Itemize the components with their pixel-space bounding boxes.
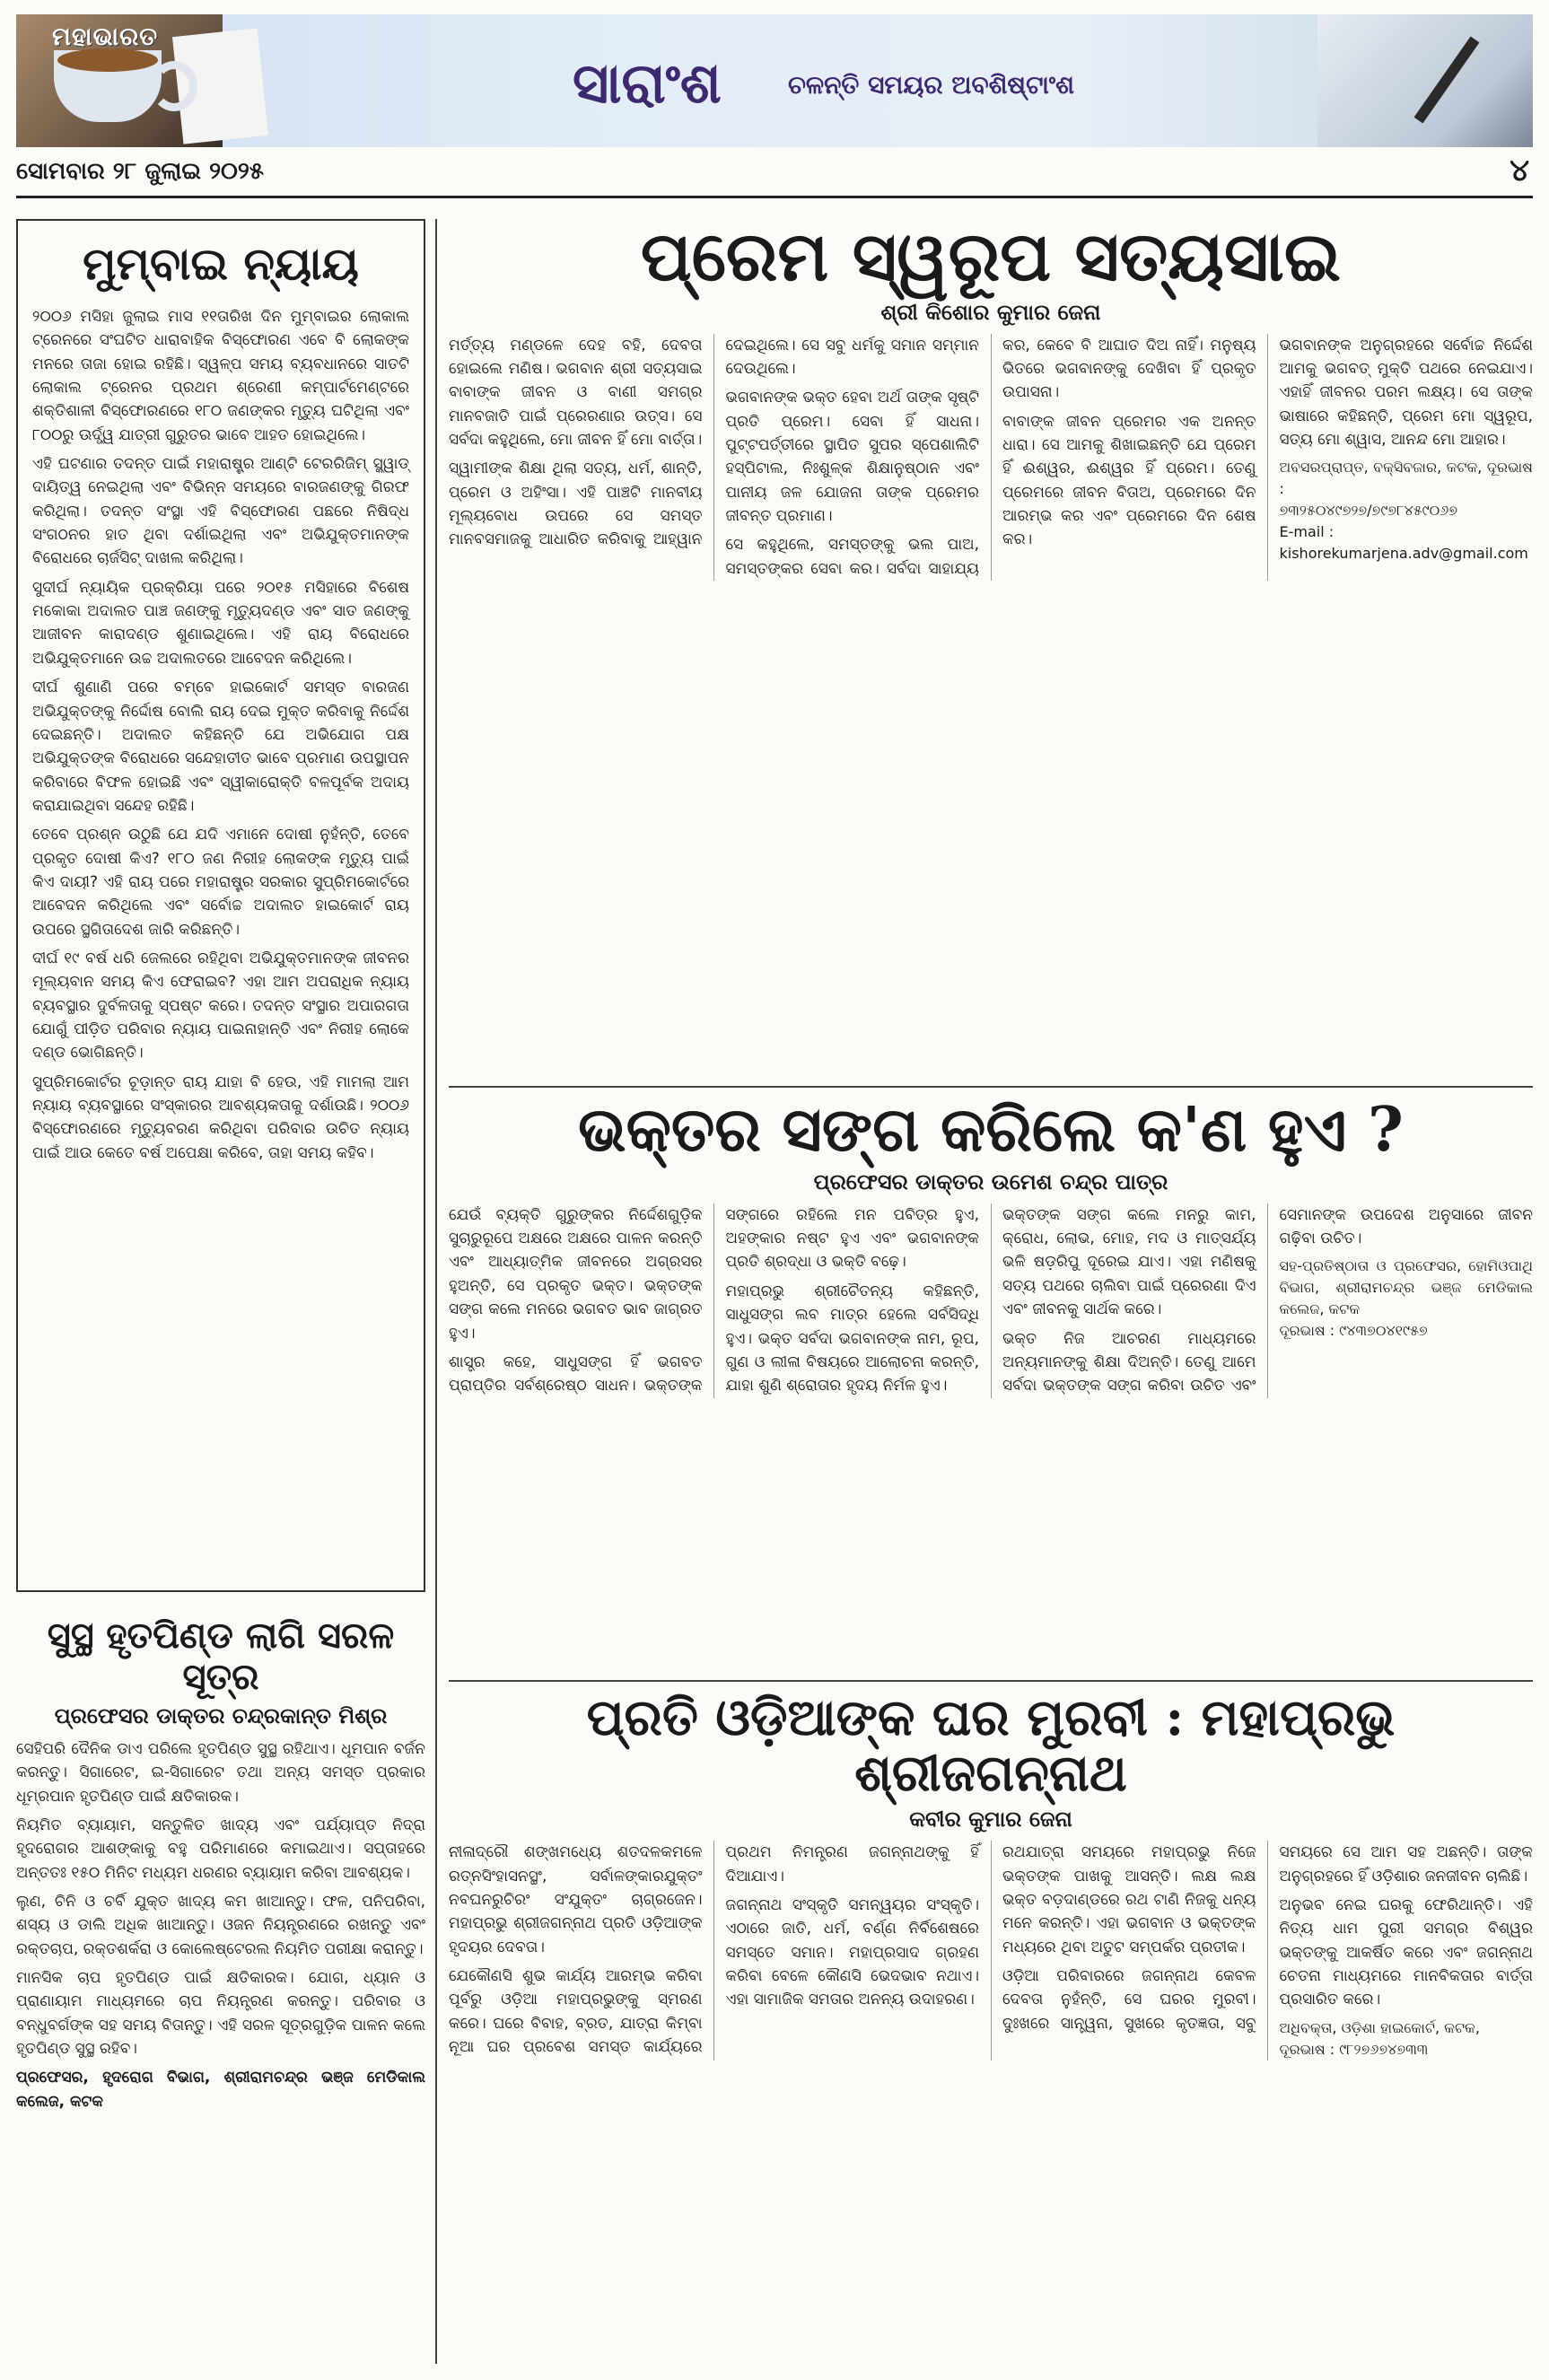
article-body [449, 334, 1533, 581]
editorial-title: ମୁମ୍ବାଇ ନ୍ୟାୟ [83, 237, 359, 290]
bhakta-article [449, 1097, 1533, 1671]
paragraph: ଯେଉଁ ବ୍ୟକ୍ତି ଗୁରୁଙ୍କର ନିର୍ଦ୍ଦେଶଗୁଡ଼ିକ ସୁଚାରୁରୂପେ ଅକ୍ଷରେ ଅକ୍ଷରେ ପାଳନ କରନ୍ତି ଏବଂ ଆଧ୍ୟାତ୍ମିକ ଜୀବନରେ ଅଗ୍ରସର ହୁଅନ୍ତି, ସେ ପ୍ରକୃତ ଭକ୍ତ। ଭକ୍ତଙ୍କ ସଙ୍ଗ କଲେ ମନରେ ଭଗବତ ଭାବ ଜାଗ୍ରତ ହୁଏ। [449, 1205, 703, 1343]
editorial-body [32, 305, 409, 1165]
paragraph: ଲୁଣ, ଚିନି ଓ ଚର୍ବି ଯୁକ୍ତ ଖାଦ୍ୟ କମ ଖାଆନ୍ତୁ। ଫଳ, ପନିପରିବା, ଶସ୍ୟ ଓ ଡାଲି ଅଧିକ ଖାଆନ୍ତୁ। ଓଜନ ନିୟନ୍ତ୍ରଣରେ ରଖନ୍ତୁ ଏବଂ ରକ୍ତଚାପ, ରକ୍ତଶର୍କରା ଓ କୋଲେଷ୍ଟେରଲ ନିୟମିତ ପରୀକ୍ଷା କରାନ୍ତୁ। [16, 1893, 425, 1958]
article-author: ପ୍ରଫେସର ଡାକ୍ତର ଉମେଶ ଚନ୍ଦ୍ର ପାତ୍ର [813, 1168, 1168, 1194]
address-line: ସହ-ପ୍ରତିଷ୍ଠାତା ଓ ପ୍ରଫେସର, ହୋମିଓପାଥି ବିଭାଗ, ଶ୍ରୀରାମଚନ୍ଦ୍ର ଭଞ୍ଜ ମେଡିକାଲ କଲେଜ, କଟକ [1279, 1257, 1533, 1318]
article-body [449, 1203, 1533, 1398]
article-body [16, 1737, 425, 2113]
phone-number: ୭୩୨୫୦୪୯୭୨୭/୭୯୭୮୪୫୯୦୬୭ [1279, 502, 1458, 520]
author-footer: ପ୍ରଫେସର, ହୃଦରୋଗ ବିଭାଗ, ଶ୍ରୀରାମଚନ୍ଦ୍ର ଭଞ୍ଜ ମେଡିକାଲ କଲେଜ, କଟକ [16, 2069, 425, 2111]
page-number: ୪ [1510, 153, 1529, 188]
address-line: ଅଧିବକ୍ତା, ଓଡ଼ିଶା ହାଇକୋର୍ଟ, କଟକ, [1279, 2018, 1480, 2036]
author-address [1280, 457, 1534, 564]
sai-article [449, 219, 1533, 1081]
paragraph: ସୁପ୍ରିମକୋର୍ଟର ଚୂଡ଼ାନ୍ତ ରାୟ ଯାହା ବି ହେଉ, ଏହି ମାମଲା ଆମ ନ୍ୟାୟ ବ୍ୟବସ୍ଥାରେ ସଂସ୍କାରର ଆବଶ୍ୟକତାକୁ ଦର୍ଶାଉଛି। ୨୦୦୬ ବିସ୍ଫୋରଣରେ ମୃତ୍ୟୁବରଣ କରିଥିବା ପରିବାର ଉଚିତ ନ୍ୟାୟ ପାଇଁ ଆଉ କେତେ ବର୍ଷ ଅପେକ୍ଷା କରିବେ, ତାହା ସମୟ କହିବ। [32, 1072, 409, 1162]
pen-icon [1414, 37, 1480, 124]
address-line: ଅବସରପ୍ରାପ୍ତ, ବକ୍ସିବଜାର, କଟକ, ଦୂରଭାଷ : [1279, 459, 1533, 498]
paragraph: ଦୀର୍ଘ ଶୁଣାଣି ପରେ ବମ୍ବେ ହାଇକୋର୍ଟ ସମସ୍ତ ବାରଜଣ ଅଭିଯୁକ୍ତଙ୍କୁ ନିର୍ଦ୍ଦୋଷ ବୋଲି ରାୟ ଦେଇ ମୁକ୍ତ କରିବାକୁ ନିର୍ଦ୍ଦେଶ ଦେଇଛନ୍ତି। ଅଦାଲତ କହିଛନ୍ତି ଯେ ଅଭିଯୋଗ ପକ୍ଷ ଅଭିଯୁକ୍ତଙ୍କ ବିରୋଧରେ ସନ୍ଦେହାତୀତ ଭାବେ ପ୍ରମାଣ ଉପସ୍ଥାପନ କରିବାରେ ବିଫଳ ହୋଇଛି ଏବଂ ସ୍ୱୀକାରୋକ୍ତି ବଳପୂର୍ବକ ଅଦାୟ କରାଯାଇଥିବା ସନ୍ଦେହ ରହିଛି। [32, 678, 409, 815]
paragraph: ବାବାଙ୍କ ଜୀବନ ପ୍ରେମର ଏକ ଅନନ୍ତ ଧାରା। ସେ ଆମକୁ ଶିଖାଇଛନ୍ତି ଯେ ପ୍ରେମ ହିଁ ଈଶ୍ୱର, ଈଶ୍ୱର ହିଁ ପ୍ରେମ। ତେଣୁ ପ୍ରେମରେ ଜୀବନ ବିତାଅ, ପ୍ରେମରେ ଦିନ ଆରମ୍ଭ କର ଏବଂ ପ୍ରେମରେ ଦିନ ଶେଷ କର। [1002, 412, 1256, 549]
phone-number: ଦୂରଭାଷ : ୯୮୨୭୬୭୪୭୩୩ [1279, 2040, 1429, 2058]
phone-number: ଦୂରଭାଷ : ୯୪୩୭୦୪୧୯୫୭ [1279, 1322, 1428, 1340]
masthead-banner [16, 14, 1533, 147]
author-address [1280, 2017, 1534, 2061]
paragraph: ଭକ୍ତ ନିଜ ଆଚରଣ ମାଧ୍ୟମରେ ଅନ୍ୟମାନଙ୍କୁ ଶିକ୍ଷା ଦିଅନ୍ତି। ତେଣୁ ଆମେ ସର୍ବଦା ଭକ୍ତଙ୍କ ସଙ୍ଗ କରିବା ଉଚିତ ଏବଂ ସେମାନଙ୍କ ଉପଦେଶ ଅନୁସାରେ ଜୀବନ ଗଢ଼ିବା ଉଚିତ। [1002, 1205, 1533, 1396]
paragraph: ତେବେ ପ୍ରଶ୍ନ ଉଠୁଛି ଯେ ଯଦି ଏମାନେ ଦୋଷୀ ନୁହଁନ୍ତି, ତେବେ ପ୍ରକୃତ ଦୋଷୀ କିଏ? ୧୮୦ ଜଣ ନିରୀହ ଲୋକଙ୍କ ମୃତ୍ୟୁ ପାଇଁ କିଏ ଦାୟୀ? ଏହି ରାୟ ପରେ ମହାରାଷ୍ଟ୍ର ସରକାର ସୁପ୍ରିମକୋର୍ଟରେ ଆବେଦନ କରିଥିଲେ ଏବଂ ସର୍ବୋଚ୍ଚ ଅଦାଲତ ହାଇକୋର୍ଟ ରାୟ ଉପରେ ସ୍ଥଗିତାଦେଶ ଜାରି କରିଛନ୍ତି। [32, 826, 409, 939]
paragraph: ସ୍ୱାମୀଙ୍କ ଶିକ୍ଷା ଥିଲା ସତ୍ୟ, ଧର୍ମ, ଶାନ୍ତି, ପ୍ରେମ ଓ ଅହିଂସା। ଏହି ପାଞ୍ଚଟି ମାନବୀୟ ମୂଲ୍ୟବୋଧ ଉପରେ ସେ ସମସ୍ତ ମାନବସମାଜକୁ ଆଧାରିତ କରିବାକୁ ଆହ୍ୱାନ ଦେଇଥିଲେ। ସେ ସବୁ ଧର୍ମକୁ ସମାନ ସମ୍ମାନ ଦେଉଥିଲେ। [449, 336, 979, 549]
email-address[interactable]: kishorekumarjena.adv@gmail.com [1279, 545, 1528, 563]
paragraph: ଦୀର୍ଘ ୧୯ ବର୍ଷ ଧରି ଜେଲରେ ରହିଥିବା ଅଭିଯୁକ୍ତମାନଙ୍କ ଜୀବନର ମୂଲ୍ୟବାନ ସମୟ କିଏ ଫେରାଇବ? ଏହା ଆମ ଅପରାଧିକ ନ୍ୟାୟ ବ୍ୟବସ୍ଥାର ଦୁର୍ବଳତାକୁ ସ୍ପଷ୍ଟ କରେ। ତଦନ୍ତ ସଂସ୍ଥାର ଅପାରଗତା ଯୋଗୁଁ ପୀଡ଼ିତ ପରିବାର ନ୍ୟାୟ ପାଇନାହାନ୍ତି ଏବଂ ନିରୀହ ଲୋକେ ଦଣ୍ଡ ଭୋଗିଛନ୍ତି। [32, 949, 409, 1063]
article-divider [449, 1680, 1533, 1682]
paragraph: ଭଗବାନଙ୍କ ଭକ୍ତ ହେବା ଅର୍ଥ ତାଙ୍କ ସୃଷ୍ଟି ପ୍ରତି ପ୍ରେମ। ସେବା ହିଁ ସାଧନା। ପୁଟ୍ଟପର୍ତ୍ତୀରେ ସ୍ଥାପିତ ସୁପର ସ୍ପେଶାଲିଟି ହସ୍ପିଟାଲ, ନିଃଶୁଳ୍କ ଶିକ୍ଷାନୁଷ୍ଠାନ ଏବଂ ପାନୀୟ ଜଳ ଯୋଜନା ତାଙ୍କ ପ୍ରେମର ଜୀବନ୍ତ ପ୍ରମାଣ। [725, 389, 979, 525]
writing-hand-photo [1317, 14, 1533, 147]
article-title: ସୁସ୍ଥ ହୃତପିଣ୍ଡ ଲାଗି ସରଳ ସୂତ୍ର [47, 1615, 395, 1698]
paragraph: ଭଗବାନଙ୍କ ଅନୁଗ୍ରହରେ ସର୍ବୋଚ୍ଚ ନିର୍ଦ୍ଦେଶ ଆମକୁ ଭଗବତ୍ ମୁକ୍ତି ପଥରେ ନେଇଯାଏ। ଏହାହିଁ ଜୀବନର ପରମ ଲକ୍ଷ୍ୟ। ସେ ତାଙ୍କ ଭାଷାରେ କହିଛନ୍ତି, ପ୍ରେମ ମୋ ସ୍ୱରୂପ, ସତ୍ୟ ମୋ ଶ୍ୱାସ, ଆନନ୍ଦ ମୋ ଆହାର। [1279, 336, 1533, 449]
column-divider [435, 219, 437, 2364]
paragraph: ଏହି ଘଟଣାର ତଦନ୍ତ ପାଇଁ ମହାରାଷ୍ଟ୍ର ଆଣ୍ଟି ଟେରରିଜିମ୍ ସ୍କ୍ୱାଡ୍ ଦାୟିତ୍ୱ ନେଇଥିଲା ଏବଂ ବିଭିନ୍ନ ସମୟରେ ବାରଜଣଙ୍କୁ ଗିରଫ କରିଥିଲା। ତଦନ୍ତ ସଂସ୍ଥା ଏହି ବିସ୍ଫୋରଣ ପଛରେ ନିଷିଦ୍ଧ ସଂଗଠନର ହାତ ଥିବା ଦର୍ଶାଇଥିଲା ଏବଂ ଅଭିଯୁକ୍ତମାନଙ୍କ ବିରୋଧରେ ଚାର୍ଜସିଟ୍ ଦାଖଲ କରିଥିଲା। [32, 455, 409, 568]
section-tagline: ଚଳନ୍ତି ସମୟର ଅବଶିଷ୍ଟାଂଶ [788, 70, 1074, 100]
paragraph: ସେ କହୁଥିଲେ, ସମସ୍ତଙ୍କୁ ଭଲ ପାଅ, ସମସ୍ତଙ୍କର ସେବା କର। ସର୍ବଦା ସାହାଯ୍ୟ କର, କେବେ ବି ଆଘାତ ଦିଅ ନାହିଁ। ମନୁଷ୍ୟ ଭିତରେ ଭଗବାନଙ୍କୁ ଦେଖିବା ହିଁ ପ୍ରକୃତ ଉପାସନା। [725, 336, 1256, 578]
section-title: ସାରାଂଶ [573, 50, 722, 116]
article-title: ଭକ୍ତର ସଙ୍ଗ କରିଲେ କ'ଣ ହୁଏ ? [578, 1097, 1404, 1166]
header-rule [16, 196, 1533, 198]
paragraph: ଯେକୌଣସି ଶୁଭ କାର୍ଯ୍ୟ ଆରମ୍ଭ କରିବା ପୂର୍ବରୁ ଓଡ଼ିଆ ମହାପ୍ରଭୁଙ୍କୁ ସ୍ମରଣ କରେ। ଘରେ ବିବାହ, ବ୍ରତ, ଯାତ୍ରା କିମ୍ବା ନୂଆ ଘର ପ୍ରବେଶ ସମସ୍ତ କାର୍ଯ୍ୟରେ ପ୍ରଥମ ନିମନ୍ତ୍ରଣ ଜଗନ୍ନାଥଙ୍କୁ ହିଁ ଦିଆଯାଏ। [449, 1843, 979, 2056]
article-author: ଶ୍ରୀ କିଶୋର କୁମାର ଜେନା [880, 299, 1101, 325]
heart-article [16, 1615, 425, 2364]
cup-handle-graphic [151, 61, 197, 111]
paragraph: ମହାପ୍ରଭୁ ଶ୍ରୀଚୈତନ୍ୟ କହିଛନ୍ତି, ସାଧୁସଙ୍ଗ ଲବ ମାତ୍ର ହେଲେ ସର୍ବସିଦ୍ଧି ହୁଏ। ଭକ୍ତ ସର୍ବଦା ଭଗବାନଙ୍କ ନାମ, ରୂପ, ଗୁଣ ଓ ଲୀଳା ବିଷୟରେ ଆଲୋଚନା କରନ୍ତି, ଯାହା ଶୁଣି ଶ୍ରୋତାର ହୃଦୟ ନିର୍ମଳ ହୁଏ। [725, 1282, 979, 1396]
paragraph: ନୀଳାଦ୍ରୌ ଶଙ୍ଖମଧ୍ୟେ ଶତଦଳକମଳେ ରତ୍ନସିଂହାସନସ୍ଥଂ, ସର୍ବାଳଙ୍କାରଯୁକ୍ତଂ ନବଘନରୁଚିରଂ ସଂଯୁକ୍ତଂ ଚାଗ୍ରଜେନ। ମହାପ୍ରଭୁ ଶ୍ରୀଜଗନ୍ନାଥ ପ୍ରତି ଓଡ଼ିଆଙ୍କ ହୃଦୟର ଦେବତା। [449, 1843, 703, 1956]
paragraph: ରଥଯାତ୍ରା ସମୟରେ ମହାପ୍ରଭୁ ନିଜେ ଭକ୍ତଙ୍କ ପାଖକୁ ଆସନ୍ତି। ଲକ୍ଷ ଲକ୍ଷ ଭକ୍ତ ବଡ଼ଦାଣ୍ଡରେ ରଥ ଟାଣି ନିଜକୁ ଧନ୍ୟ ମନେ କରନ୍ତି। ଏହା ଭଗବାନ ଓ ଭକ୍ତଙ୍କ ମଧ୍ୟରେ ଥିବା ଅତୁଟ ସମ୍ପର୍କର ପ୍ରତୀକ। [1002, 1843, 1256, 1956]
paragraph: ଜଗନ୍ନାଥ ସଂସ୍କୃତି ସମନ୍ୱୟର ସଂସ୍କୃତି। ଏଠାରେ ଜାତି, ଧର୍ମ, ବର୍ଣ୍ଣ ନିର୍ବିଶେଷରେ ସମସ୍ତେ ସମାନ। ମହାପ୍ରସାଦ ଗ୍ରହଣ କରିବା ବେଳେ କୌଣସି ଭେଦଭାବ ନଥାଏ। ଏହା ସାମାଜିକ ସମତାର ଅନନ୍ୟ ଉଦାହରଣ। [725, 1895, 979, 2009]
paragraph: ଓଡ଼ିଆ ପରିବାରରେ ଜଗନ୍ନାଥ କେବଳ ଦେବତା ନୁହଁନ୍ତି, ସେ ଘରର ମୁରବୀ। ଦୁଃଖରେ ସାନ୍ତ୍ୱନା, ସୁଖରେ କୃତଜ୍ଞତା, ସବୁ ସମୟରେ ସେ ଆମ ସହ ଅଛନ୍ତି। ତାଙ୍କ ଅନୁଗ୍ରହରେ ହିଁ ଓଡ଼ିଶାର ଜନଜୀବନ ଚାଲିଛି। [1002, 1843, 1533, 2033]
article-author: କବୀର କୁମାର ଜେନା [909, 1807, 1072, 1833]
article-body [449, 1841, 1533, 2060]
author-address [1280, 1256, 1534, 1342]
paragraph: ମର୍ତ୍ତ୍ୟ ମଣ୍ଡଳେ ଦେହ ବହି, ଦେବତା ହୋଇଲେ ମଣିଷ। ଭଗବାନ ଶ୍ରୀ ସତ୍ୟସାଇ ବାବାଙ୍କ ଜୀବନ ଓ ବାଣୀ ସମଗ୍ର ମାନବଜାତି ପାଇଁ ପ୍ରେରଣାର ଉତ୍ସ। ସେ ସର୍ବଦା କହୁଥିଲେ, ମୋ ଜୀବନ ହିଁ ମୋ ବାର୍ତ୍ତା। [449, 336, 703, 449]
article-title: ପ୍ରେମ ସ୍ୱରୂପ ସତ୍ୟସାଇ [640, 219, 1342, 296]
newspaper-brand: ମହାଭାରତ [52, 22, 159, 51]
article-title: ପ୍ରତି ଓଡ଼ିଆଙ୍କ ଘର ମୁରବୀ : ମହାପ୍ରଭୁ ଶ୍ରୀଜଗନ୍ନାଥ [586, 1691, 1396, 1803]
paragraph: ଭକ୍ତଙ୍କ ସଙ୍ଗ କଲେ ମନରୁ କାମ, କ୍ରୋଧ, ଲୋଭ, ମୋହ, ମଦ ଓ ମାତ୍ସର୍ଯ୍ୟ ଭଳି ଷଡ଼ରିପୁ ଦୂରେଇ ଯାଏ। ଏହା ମଣିଷକୁ ସତ୍ୟ ପଥରେ ଚାଲିବା ପାଇଁ ପ୍ରେରଣା ଦିଏ ଏବଂ ଜୀବନକୁ ସାର୍ଥକ କରେ। [1002, 1205, 1256, 1319]
paragraph: ଶାସ୍ତ୍ର କହେ, ସାଧୁସଙ୍ଗ ହିଁ ଭଗବତ ପ୍ରାପ୍ତିର ସର୍ବଶ୍ରେଷ୍ଠ ସାଧନ। ଭକ୍ତଙ୍କ ସଙ୍ଗରେ ରହିଲେ ମନ ପବିତ୍ର ହୁଏ, ଅହଙ୍କାର ନଷ୍ଟ ହୁଏ ଏବଂ ଭଗବାନଙ୍କ ପ୍ରତି ଶ୍ରଦ୍ଧା ଓ ଭକ୍ତି ବଢ଼େ। [449, 1205, 979, 1396]
paragraph: ସେହିପରି ଦୈନିକ ଡାଏ ପରିଲେ ହୃତପିଣ୍ଡ ସୁସ୍ଥ ରହିଥାଏ। ଧୂମପାନ ବର୍ଜନ କରନ୍ତୁ। ସିଗାରେଟ, ଇ-ସିଗାରେଟ ତଥା ଅନ୍ୟ ସମସ୍ତ ପ୍ରକାର ଧୂମ୍ରପାନ ହୃତପିଣ୍ଡ ପାଇଁ କ୍ଷତିକାରକ। [16, 1740, 425, 1806]
paragraph: ମାନସିକ ଚାପ ହୃତପିଣ୍ଡ ପାଇଁ କ୍ଷତିକାରକ। ଯୋଗ, ଧ୍ୟାନ ଓ ପ୍ରାଣାୟାମ ମାଧ୍ୟମରେ ଚାପ ନିୟନ୍ତ୍ରଣ କରନ୍ତୁ। ପରିବାର ଓ ବନ୍ଧୁବର୍ଗଙ୍କ ସହ ସମୟ ବିତାନ୍ତୁ। ଏହି ସରଳ ସୂତ୍ରଗୁଡ଼ିକ ପାଳନ କଲେ ହୃତପିଣ୍ଡ ସୁସ୍ଥ ରହିବ। [16, 1969, 425, 2059]
paragraph: ୨୦୦୬ ମସିହା ଜୁଲାଇ ମାସ ୧୧ତାରିଖ ଦିନ ମୁମ୍ବାଇର ଲୋକାଲ ଟ୍ରେନରେ ସଂଘଟିତ ଧାରାବାହିକ ବିସ୍ଫୋରଣ ଏବେ ବି ଲୋକଙ୍କ ମନରେ ତାଜା ହୋଇ ରହିଛି। ସ୍ୱଳ୍ପ ସମୟ ବ୍ୟବଧାନରେ ସାତଟି ଲୋକାଲ ଟ୍ରେନର ପ୍ରଥମ ଶ୍ରେଣୀ କମ୍ପାର୍ଟମେଣ୍ଟରେ ଶକ୍ତିଶାଳୀ ବିସ୍ଫୋରଣରେ ୧୮୦ ଜଣଙ୍କର ମୃତ୍ୟୁ ଘଟିଥିଲା ଏବଂ ୮୦୦ରୁ ଊର୍ଦ୍ଧ୍ୱ ଯାତ୍ରୀ ଗୁରୁତର ଭାବେ ଆହତ ହୋଇଥିଲେ। [32, 308, 409, 444]
email-label: E-mail : [1279, 523, 1335, 541]
editorial-box [16, 219, 425, 1592]
paragraph: ସୁଦୀର୍ଘ ନ୍ୟାୟିକ ପ୍ରକ୍ରିୟା ପରେ ୨୦୧୫ ମସିହାରେ ବିଶେଷ ମକୋକା ଅଦାଲତ ପାଞ୍ଚ ଜଣଙ୍କୁ ମୃତ୍ୟୁଦଣ୍ଡ ଏବଂ ସାତ ଜଣଙ୍କୁ ଆଜୀବନ କାରାଦଣ୍ଡ ଶୁଣାଇଥିଲେ। ଏହି ରାୟ ବିରୋଧରେ ଅଭିଯୁକ୍ତମାନେ ଉଚ୍ଚ ଅଦାଲତରେ ଆବେଦନ କରିଥିଲେ। [32, 578, 409, 668]
issue-date: ସୋମବାର ୨୮ ଜୁଲାଇ ୨୦୨୫ [16, 158, 265, 185]
article-author: ପ୍ରଫେସର ଡାକ୍ତର ଚନ୍ଦ୍ରକାନ୍ତ ମିଶ୍ର [54, 1703, 388, 1728]
jagannath-article [449, 1691, 1533, 2364]
paragraph: ଅନୁଭବ ନେଇ ଘରକୁ ଫେରିଥାନ୍ତି। ଏହି ନିତ୍ୟ ଧାମ ପୁରୀ ସମଗ୍ର ବିଶ୍ୱର ଭକ୍ତଙ୍କୁ ଆକର୍ଷିତ କରେ ଏବଂ ଜଗନ୍ନାଥ ଚେତନା ମାଧ୍ୟମରେ ମାନବିକତାର ବାର୍ତ୍ତା ପ୍ରସାରିତ କରେ। [1279, 1895, 1533, 2009]
article-divider [449, 1086, 1533, 1088]
paragraph: ନିୟମିତ ବ୍ୟାୟାମ, ସନ୍ତୁଳିତ ଖାଦ୍ୟ ଏବଂ ପର୍ଯ୍ୟାପ୍ତ ନିଦ୍ରା ହୃଦରୋଗର ଆଶଙ୍କାକୁ ବହୁ ପରିମାଣରେ କମାଇଥାଏ। ସପ୍ତାହରେ ଅନ୍ତତଃ ୧୫୦ ମିନିଟ ମଧ୍ୟମ ଧରଣର ବ୍ୟାୟାମ କରିବା ଆବଶ୍ୟକ। [16, 1816, 425, 1882]
